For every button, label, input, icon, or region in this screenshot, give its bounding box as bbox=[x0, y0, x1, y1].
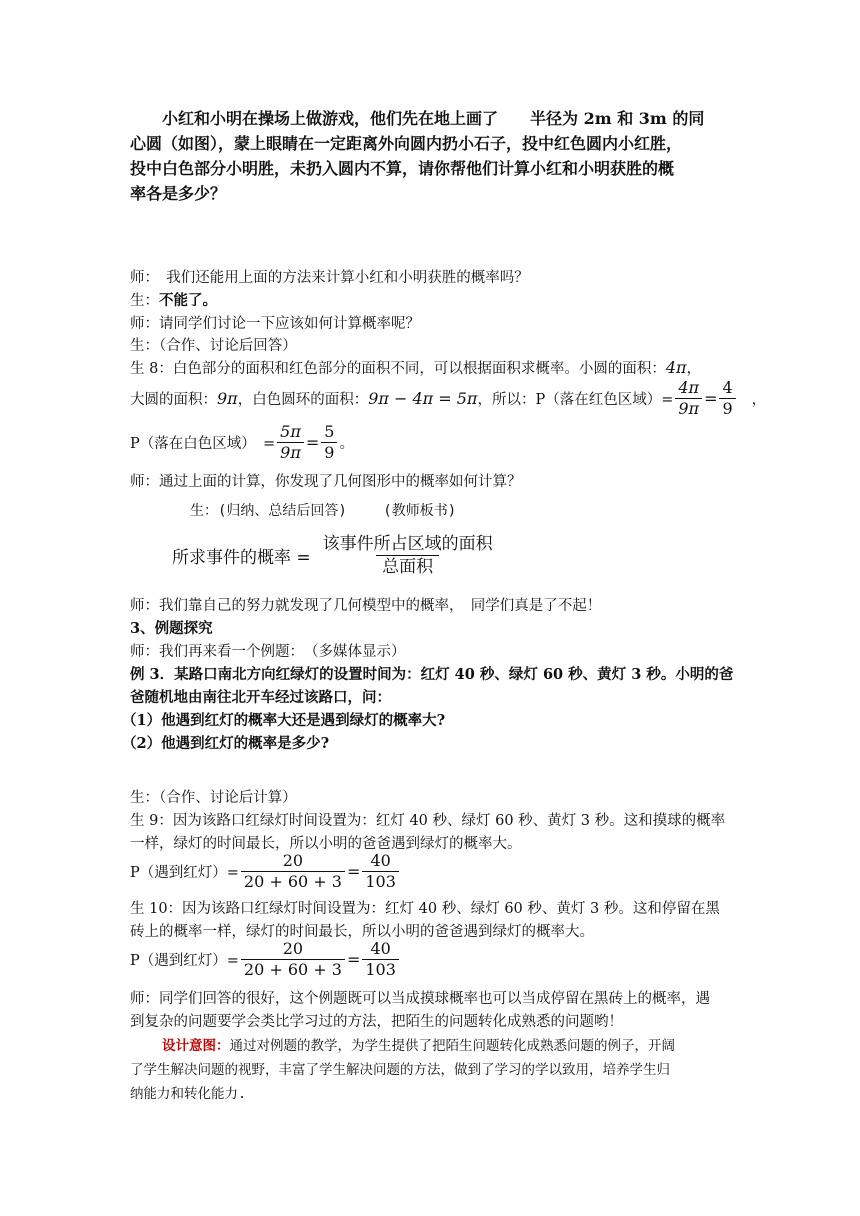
red-light-fraction bbox=[241, 851, 345, 892]
teacher-line-6-2: 到复杂的问题要学会类比学习过的方法，把陌生的问题转化成熟悉的问题哟！ bbox=[130, 1014, 623, 1030]
design-intent-text-1: 通过对例题的教学，为学生提供了把陌生问题转化成熟悉问题的例子，开阔 bbox=[229, 1038, 675, 1054]
ring-area: 9π − 4π = 5π bbox=[368, 388, 478, 408]
design-intent-line-1 bbox=[162, 1034, 675, 1054]
teacher-line-1: 师： 我们还能用上面的方法来计算小红和小明获胜的概率吗？ bbox=[130, 270, 529, 286]
red-fraction bbox=[675, 378, 702, 419]
red-light-result-denominator: 103 bbox=[362, 959, 399, 980]
white-fraction-denominator: 9π bbox=[277, 442, 304, 463]
red-light-probability-1: P（遇到红灯）= $\frac{20}{20 + 60 + 3}$ = $\frac{40}{103}$ bbox=[130, 848, 401, 894]
white-simplified-numerator: 5 bbox=[324, 421, 335, 441]
red-light-denominator: 20 + 60 + 3 bbox=[241, 871, 345, 892]
red-light-numerator: 20 bbox=[282, 938, 304, 958]
teacher-line-2: 师：请同学们讨论一下应该如何计算概率呢？ bbox=[130, 316, 420, 332]
red-simplified-numerator: 4 bbox=[722, 377, 733, 397]
formula-numerator: 该事件所占区域的面积 bbox=[322, 533, 493, 554]
student-8-line-2: 大圆的面积： 9π ，白色圆环的面积： 9π − 4π = 5π ，所以：P（落在红色区域）= $\frac{4\pi}{9\pi}$ = $\frac{4}{9}$ ， bbox=[130, 377, 767, 418]
formula-lhs: 所求事件的概率 = bbox=[172, 547, 311, 568]
red-light-denominator: 20 + 60 + 3 bbox=[241, 959, 345, 980]
red-light-result bbox=[362, 851, 399, 892]
formula-denominator: 总面积 bbox=[376, 555, 439, 578]
intro-line-3: 投中白色部分小明胜，未扔入圆内不算，请你帮他们计算小红和小明获胜的概 bbox=[130, 159, 675, 178]
red-light-result-denominator: 103 bbox=[362, 871, 399, 892]
intro-line-1: 小红和小明在操场上做游戏，他们先在地上画了 半径为 2m 和 3m 的同 bbox=[162, 109, 705, 128]
white-simplified-denominator: 9 bbox=[321, 442, 337, 463]
question-1: （1）他遇到红灯的概率大还是遇到绿灯的概率大? bbox=[122, 712, 446, 729]
red-fraction-numerator: 4π bbox=[678, 377, 700, 397]
probability-formula bbox=[172, 532, 501, 578]
example-line-1: 例 3．某路口南北方向红绿灯的设置时间为：红灯 40 秒、绿灯 60 秒、黄灯 3 秒。小明的爸 bbox=[130, 666, 734, 683]
student-10-line-1: 生 10：因为该路口红绿灯时间设置为：红灯 40 秒、绿灯 60 秒、黄灯 3 秒。这和停留在黑 bbox=[130, 901, 720, 917]
student-answer: 不能了。 bbox=[159, 292, 217, 309]
example-line-2: 爸随机地由南往北开车经过该路口，问： bbox=[130, 689, 391, 706]
white-simplified-fraction bbox=[321, 422, 337, 463]
design-intent-line-3: 纳能力和转化能力. bbox=[130, 1086, 247, 1102]
red-simplified-denominator: 9 bbox=[719, 398, 735, 419]
probability-label: P（遇到红灯）= bbox=[130, 864, 239, 881]
student-9-line-2: 一样，绿灯的时间最长，所以小明的爸爸遇到绿灯的概率大。 bbox=[130, 836, 522, 852]
teacher-line-4: 师：我们靠自己的努力就发现了几何模型中的概率， 同学们真是了不起！ bbox=[130, 598, 602, 614]
student-8-text: 生 8：白色部分的面积和红色部分的面积不同，可以根据面积求概率。小圆的面积： bbox=[130, 361, 666, 377]
design-intent-label: 设计意图： bbox=[162, 1038, 230, 1054]
red-light-numerator: 20 bbox=[282, 850, 304, 870]
student-line-4: 生：（合作、讨论后计算） bbox=[130, 790, 297, 806]
red-light-result-numerator: 40 bbox=[370, 850, 391, 870]
white-fraction-numerator: 5π bbox=[280, 421, 301, 441]
white-fraction bbox=[277, 422, 304, 463]
red-fraction-denominator: 9π bbox=[675, 398, 702, 419]
red-light-result-numerator: 40 bbox=[370, 938, 391, 958]
white-area-probability: P（落在白色区域） = $\frac{5\pi}{9\pi}$ = $\frac{5}{9}$ 。 bbox=[130, 421, 354, 462]
red-light-probability-2: P（遇到红灯）= $\frac{20}{20 + 60 + 3}$ = $\frac{40}{103}$ bbox=[130, 936, 401, 982]
intro-line-2: 心圆（如图），蒙上眼睛在一定距离外向圆内扔小石子，投中红色圆内小红胜， bbox=[130, 134, 683, 153]
student-8-line-1: 生 8：白色部分的面积和红色部分的面积不同，可以根据面积求概率。小圆的面积：4π， bbox=[130, 358, 702, 377]
red-simplified-fraction bbox=[719, 378, 735, 419]
ring-area-label: ，白色圆环的面积： bbox=[237, 391, 369, 408]
so-label: ，所以：P（落在红色区域）= bbox=[477, 391, 674, 408]
red-light-result bbox=[362, 939, 399, 980]
intro-line-4: 率各是多少？ bbox=[130, 184, 227, 203]
question-2: （2）他遇到红灯的概率是多少? bbox=[122, 735, 330, 752]
teacher-line-3: 师：通过上面的计算，你发现了几何图形中的概率如何计算？ bbox=[130, 474, 522, 490]
student-9-line-1: 生 9：因为该路口红绿灯时间设置为：红灯 40 秒、绿灯 60 秒、黄灯 3 秒。这和摸球的概率 bbox=[130, 813, 726, 829]
student-prefix: 生： bbox=[130, 293, 159, 309]
student-line-1 bbox=[130, 289, 217, 310]
big-area-label: 大圆的面积： bbox=[130, 391, 217, 408]
formula-fraction bbox=[317, 533, 499, 578]
student-line-3: 生：(归纳、总结后回答) (教师板书) bbox=[190, 503, 457, 519]
probability-label: P（遇到红灯）= bbox=[130, 952, 239, 969]
white-area-label: P（落在白色区域） = bbox=[130, 435, 276, 452]
red-light-fraction bbox=[241, 939, 345, 980]
student-line-2: 生：（合作、讨论后回答） bbox=[130, 338, 297, 354]
section-heading: 3、例题探究 bbox=[130, 620, 213, 637]
big-circle-area: 9π bbox=[217, 388, 238, 408]
design-intent-line-2: 了学生解决问题的视野，丰富了学生解决问题的方法，做到了学习的学以致用，培养学生归 bbox=[130, 1062, 670, 1078]
student-10-line-2: 砖上的概率一样，绿灯的时间最长，所以小明的爸爸遇到绿灯的概率大。 bbox=[130, 924, 594, 940]
small-circle-area: 4π bbox=[665, 358, 687, 377]
teacher-line-6-1: 师：同学们回答的很好，这个例题既可以当成摸球概率也可以当成停留在黑砖上的概率，遇 bbox=[130, 991, 710, 1007]
teacher-line-5: 师：我们再来看一个例题： （多媒体显示） bbox=[130, 644, 406, 660]
